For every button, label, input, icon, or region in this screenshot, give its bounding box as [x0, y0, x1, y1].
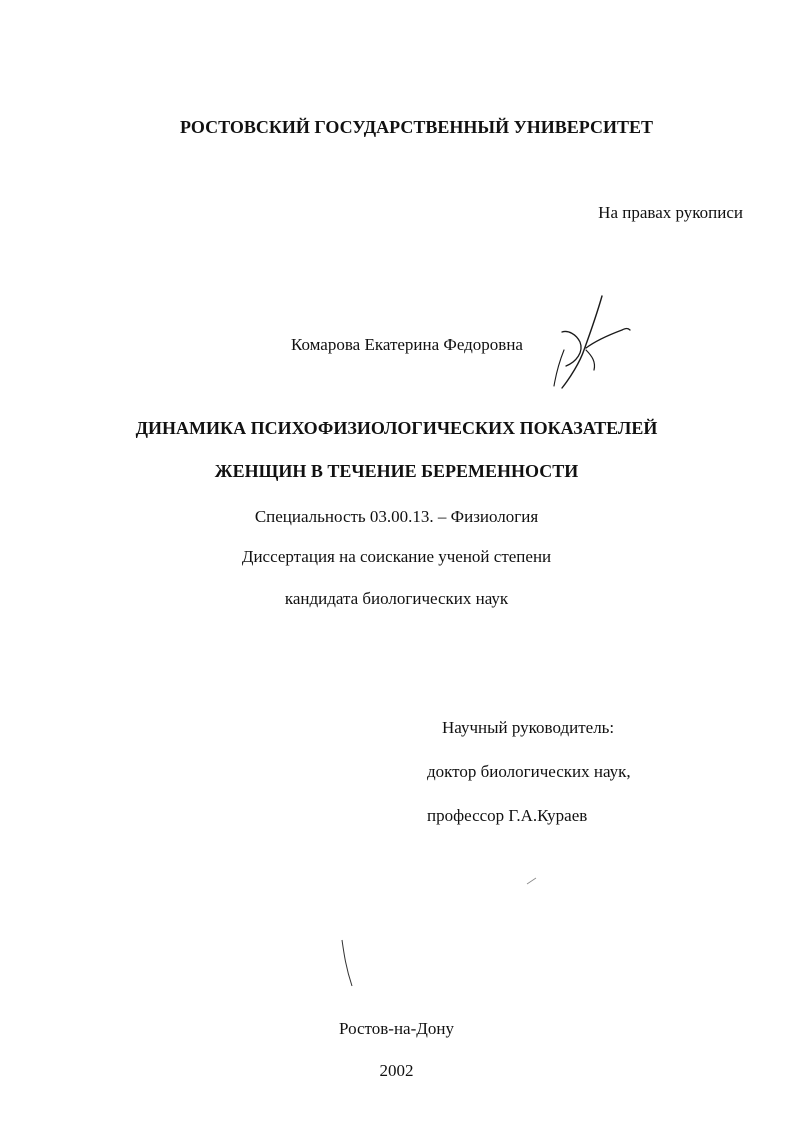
supervisor-label: Научный руководитель: — [442, 718, 615, 737]
handwritten-signature-icon — [540, 290, 635, 395]
manuscript-note: На правах рукописи — [598, 203, 743, 222]
scan-mark-icon — [338, 938, 358, 990]
supervisor-name: профессор Г.А.Кураев — [427, 806, 588, 825]
city: Ростов-на-Дону — [339, 1019, 454, 1038]
scan-speck-icon — [526, 876, 538, 886]
dissertation-title-line-1: ДИНАМИКА ПСИХОФИЗИОЛОГИЧЕСКИХ ПОКАЗАТЕЛЕЙ — [135, 418, 658, 438]
university-name: РОСТОВСКИЙ ГОСУДАРСТВЕННЫЙ УНИВЕРСИТЕТ — [179, 117, 654, 137]
degree-line-2: кандидата биологических наук — [284, 589, 509, 608]
author-name: Комарова Екатерина Федоровна — [291, 335, 523, 354]
supervisor-degree: доктор биологических наук, — [427, 762, 631, 781]
degree-line-1: Диссертация на соискание ученой степени — [241, 547, 552, 566]
specialty: Специальность 03.00.13. – Физиология — [254, 507, 539, 526]
dissertation-title-line-2: ЖЕНЩИН В ТЕЧЕНИЕ БЕРЕМЕННОСТИ — [214, 461, 579, 481]
year: 2002 — [379, 1061, 414, 1080]
